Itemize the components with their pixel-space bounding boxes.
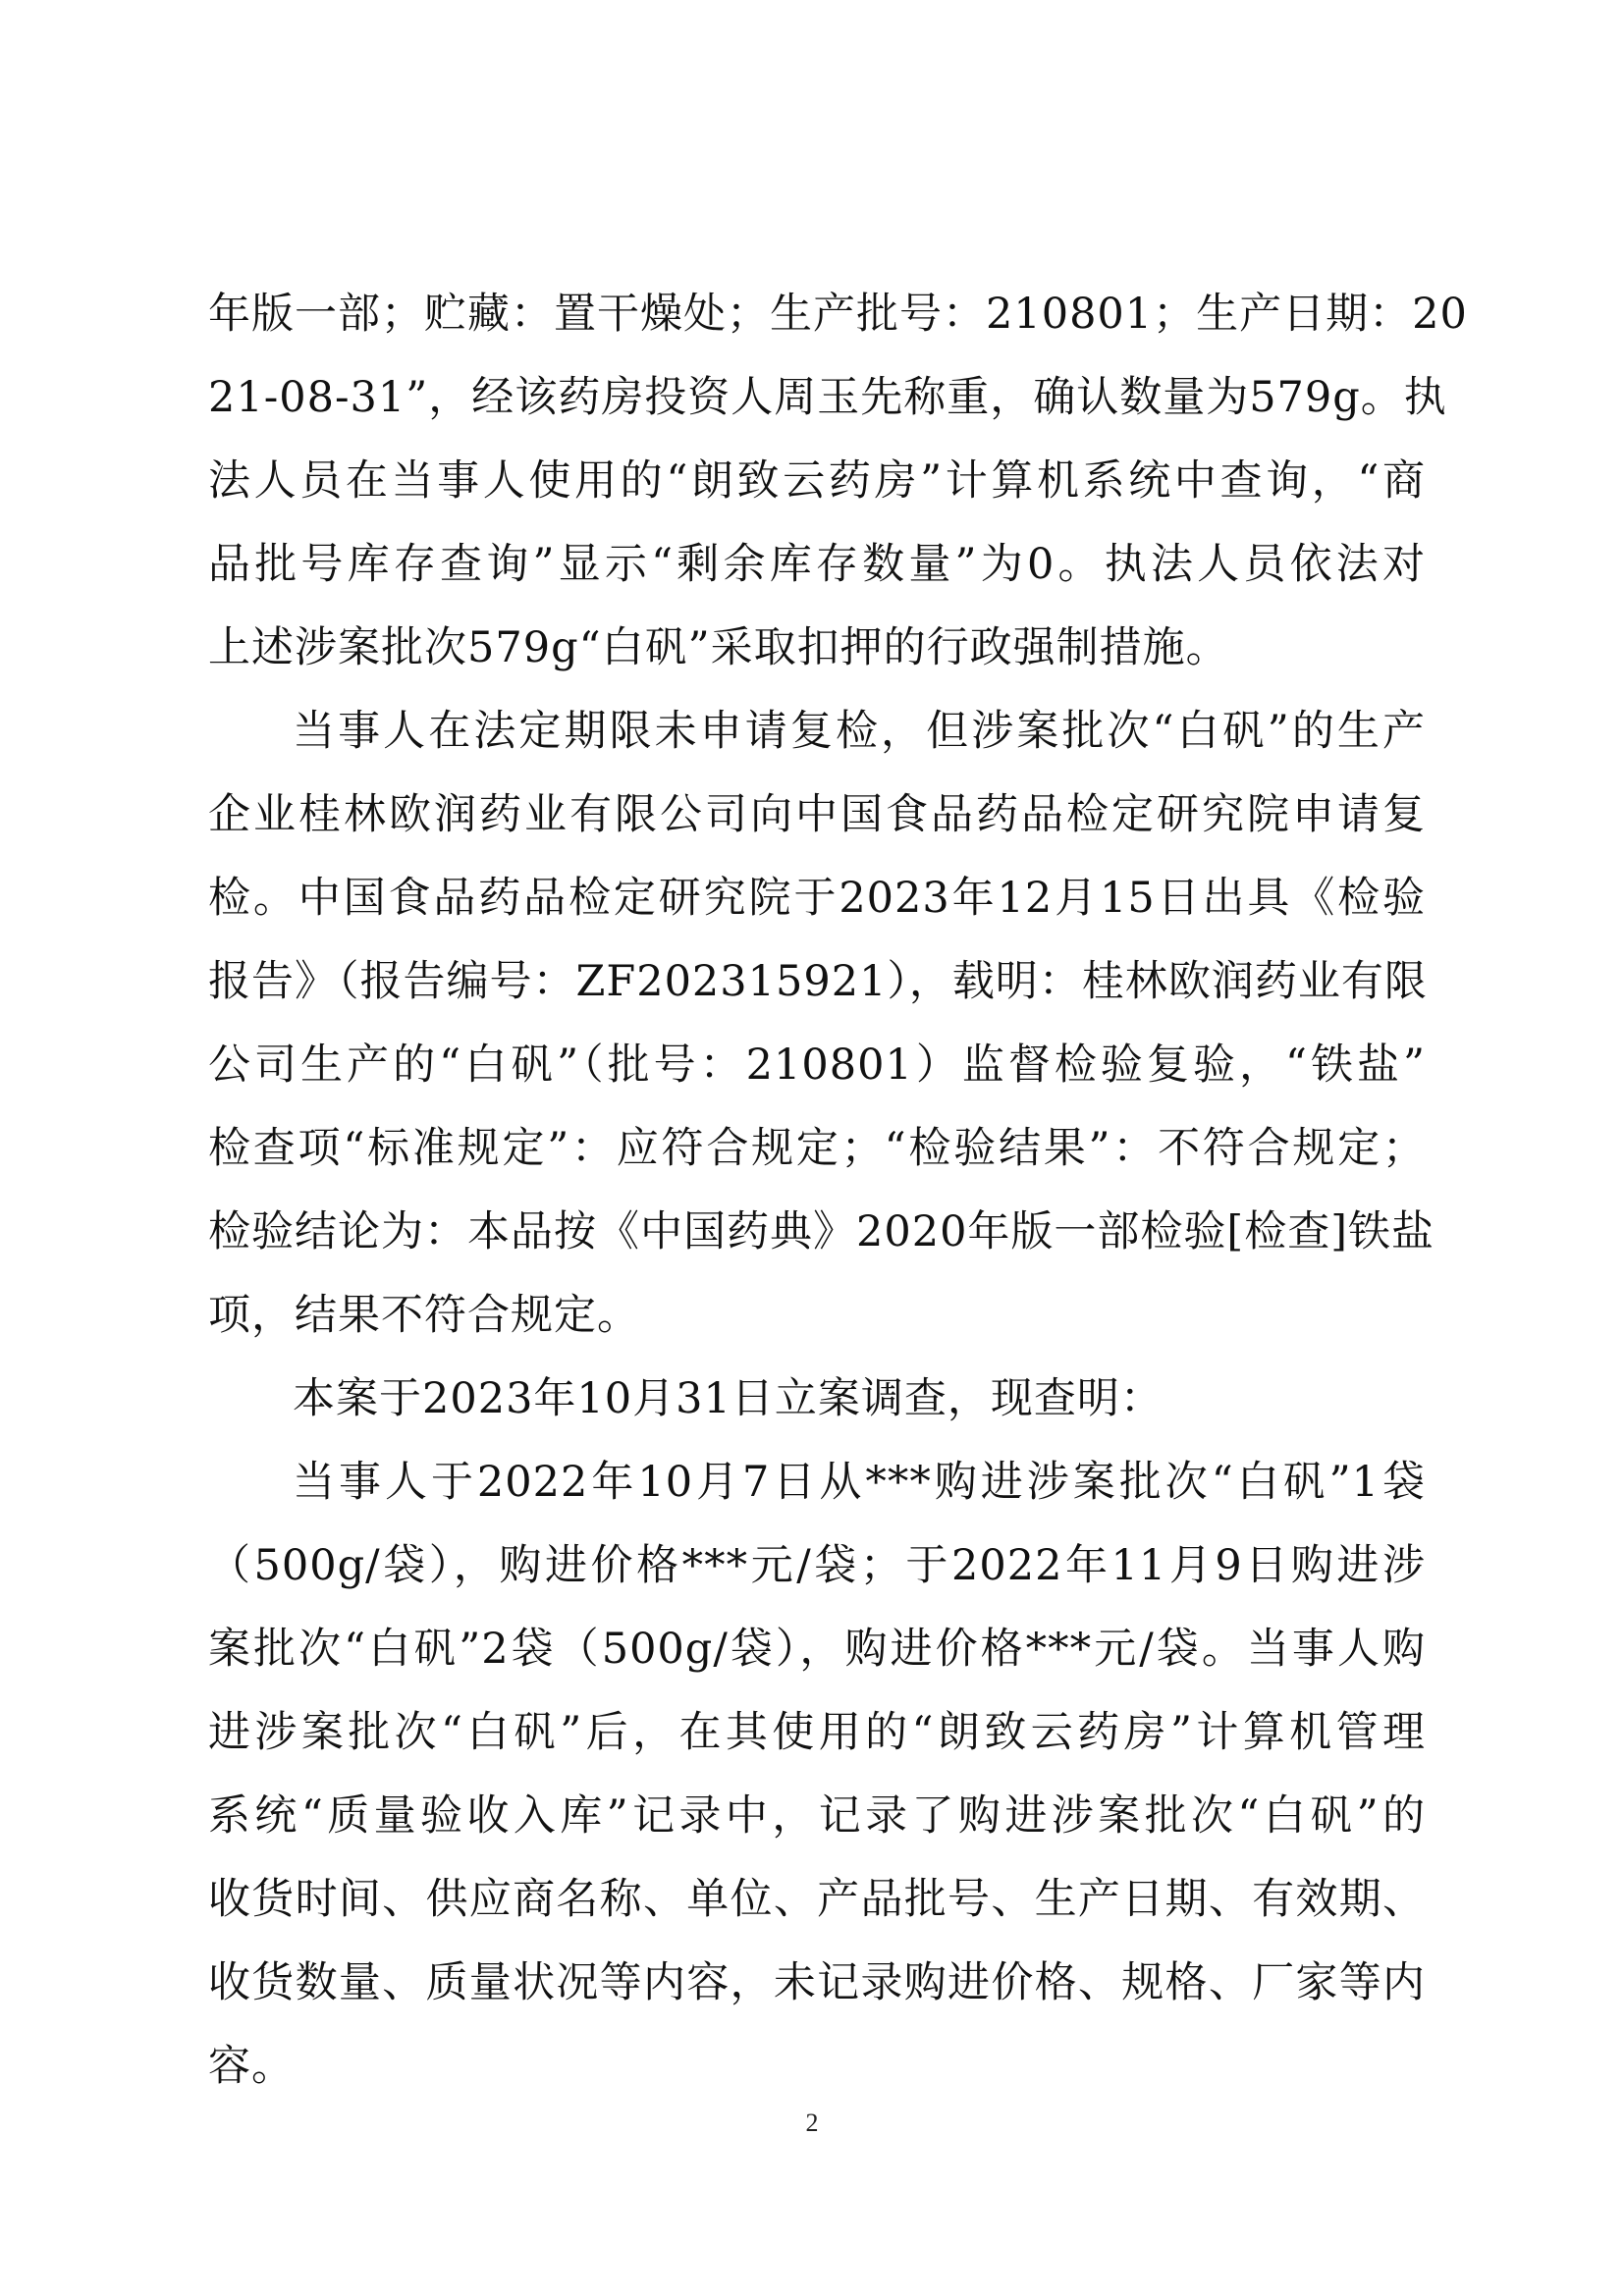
- paragraph-4-line-3: 案批次“白矾”2袋（500g/袋），购进价格***元/袋。当事人购: [208, 1625, 1426, 1674]
- paragraph-1-line-3: 法人员在当事人使用的“朗致云药房”计算机系统中查询，“商: [208, 456, 1426, 506]
- paragraph-4-line-7: 收货数量、质量状况等内容，未记录购进价格、规格、厂家等内: [208, 1958, 1426, 2007]
- paragraph-2-line-4: 报告》（报告编号：ZF202315921），载明：桂林欧润药业有限: [208, 957, 1428, 1006]
- page-number: 2: [805, 2109, 819, 2137]
- paragraph-4-line-5: 系统“质量验收入库”记录中，记录了购进涉案批次“白矾”的: [208, 1791, 1426, 1841]
- paragraph-4-line-6: 收货时间、供应商名称、单位、产品批号、生产日期、有效期、: [208, 1875, 1426, 1924]
- paragraph-1-line-5: 上述涉案批次579g“白矾”采取扣押的行政强制措施。: [208, 623, 1229, 672]
- paragraph-1-line-1: 年版一部；贮藏：置干燥处；生产批号：210801；生产日期：20: [208, 290, 1468, 339]
- paragraph-2-line-2: 企业桂林欧润药业有限公司向中国食品药品检定研究院申请复: [208, 790, 1426, 839]
- paragraph-4-line-2: （500g/袋），购进价格***元/袋；于2022年11月9日购进涉: [208, 1541, 1426, 1590]
- paragraph-4-line-8: 容。: [208, 2042, 295, 2091]
- paragraph-2-line-1: 当事人在法定期限未申请复检，但涉案批次“白矾”的生产: [293, 707, 1426, 756]
- paragraph-2-line-8: 项，结果不符合规定。: [208, 1291, 640, 1340]
- paragraph-2-line-6: 检查项“标准规定”：应符合规定；“检验结果”：不符合规定；: [208, 1124, 1426, 1173]
- paragraph-1-line-2: 21-08-31”，经该药房投资人周玉先称重，确认数量为579g。执: [208, 373, 1447, 422]
- paragraph-1-line-4: 品批号库存查询”显示“剩余库存数量”为0。执法人员依法对: [208, 540, 1426, 589]
- paragraph-4-line-1: 当事人于2022年10月7日从***购进涉案批次“白矾”1袋: [293, 1458, 1426, 1507]
- paragraph-2-line-3: 检。中国食品药品检定研究院于2023年12月15日出具《检验: [208, 874, 1426, 923]
- paragraph-2-line-7: 检验结论为：本品按《中国药典》2020年版一部检验[检查]铁盐: [208, 1207, 1435, 1256]
- paragraph-3-line-1: 本案于2023年10月31日立案调查，现查明：: [293, 1374, 1164, 1423]
- paragraph-4-line-4: 进涉案批次“白矾”后，在其使用的“朗致云药房”计算机管理: [208, 1708, 1426, 1757]
- paragraph-2-line-5: 公司生产的“白矾”（批号：210801）监督检验复验，“铁盐”: [208, 1041, 1426, 1090]
